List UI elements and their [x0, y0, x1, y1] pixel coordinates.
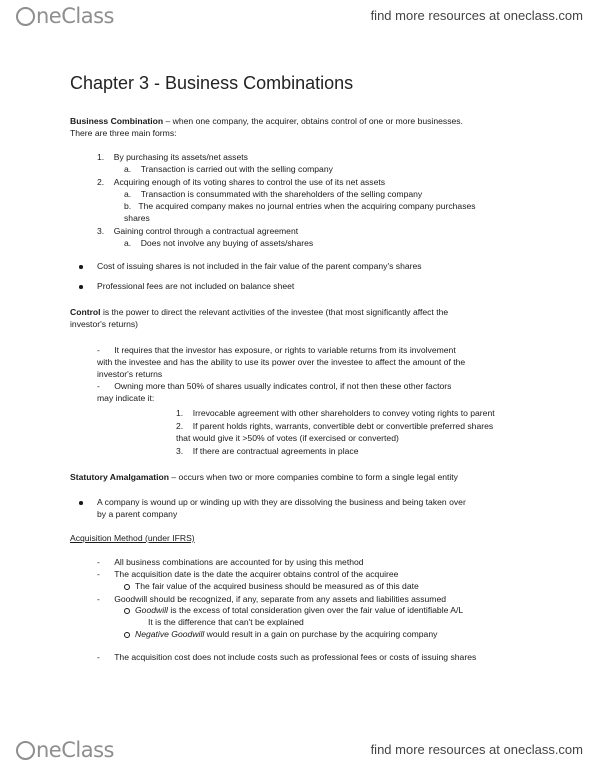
oneclass-logo[interactable]: neClass	[16, 4, 114, 28]
list-item: It is the difference that can't be explained	[148, 617, 304, 627]
list-item: 2. Acquiring enough of its voting shares to control the use of its net assets	[97, 177, 386, 187]
circle-bullet-icon	[124, 584, 130, 590]
list-item: - The acquisition cost does not include costs such as professional fees or costs of issuing shares	[97, 652, 477, 662]
definition-line: There are three main forms:	[70, 128, 177, 138]
list-item: Professional fees are not included on balance sheet	[97, 281, 295, 291]
list-item: - Goodwill should be recognized, if any, separate from any assets and liabilities assumed	[97, 594, 447, 604]
page-header	[0, 4, 595, 28]
list-item: - Owning more than 50% of shares usually indicates control, if not then these other factors	[97, 381, 452, 391]
list-item: a. Transaction is consummated with the shareholders of the selling company	[124, 189, 423, 199]
definition-business-combination: Business Combination – when one company, the acquirer, obtains control of one or more businesses.	[70, 116, 463, 126]
definition-line: investor's returns)	[70, 319, 139, 329]
definition-control: Control is the power to direct the relevant activities of the investee (that most significantly affect the	[70, 307, 449, 317]
list-item: by a parent company	[97, 509, 178, 519]
footer-tagline[interactable]: find more resources at oneclass.com	[370, 742, 583, 757]
page-footer	[0, 738, 595, 762]
list-item: may indicate it:	[97, 393, 155, 403]
circle-bullet-icon	[124, 608, 130, 614]
list-item: Goodwill is the excess of total consideration given over the fair value of identifiable A/L	[135, 605, 464, 615]
header-tagline[interactable]: find more resources at oneclass.com	[370, 8, 583, 23]
list-item: 3. Gaining control through a contractual agreement	[97, 226, 299, 236]
list-item: 3. If there are contractual agreements in place	[176, 446, 359, 456]
list-item: a. Does not involve any buying of assets/shares	[124, 238, 314, 248]
page-title: Chapter 3 - Business Combinations	[70, 73, 354, 93]
list-item: 1. Irrevocable agreement with other shareholders to convey voting rights to parent	[176, 408, 495, 418]
list-item: - It requires that the investor has exposure, or rights to variable returns from its involvement	[97, 345, 456, 355]
list-item: shares	[124, 213, 150, 223]
list-item: The fair value of the acquired business should be measured as of this date	[135, 581, 419, 591]
list-item: 2. If parent holds rights, warrants, convertible debt or convertible preferred shares	[176, 421, 494, 431]
bullet-icon	[79, 501, 83, 505]
list-item: b. The acquired company makes no journal entries when the acquiring company purchases	[124, 201, 476, 211]
section-heading: Acquisition Method (under IFRS)	[70, 533, 195, 543]
list-item: - All business combinations are accounted for by using this method	[97, 557, 364, 567]
circle-bullet-icon	[124, 632, 130, 638]
bullet-icon	[79, 285, 83, 289]
bullet-icon	[79, 265, 83, 269]
logo-o-icon	[16, 741, 35, 760]
list-item: - The acquisition date is the date the acquirer obtains control of the acquiree	[97, 569, 399, 579]
definition-statutory-amalgamation: Statutory Amalgamation – occurs when two or more companies combine to form a single legal entity	[70, 472, 458, 482]
oneclass-logo[interactable]: neClass	[16, 738, 114, 762]
list-item: Cost of issuing shares is not included in the fair value of the parent company's shares	[97, 261, 422, 271]
logo-o-icon	[16, 7, 35, 26]
list-item: with the investee and has the ability to use its power over the investee to affect the amount of the	[97, 357, 466, 367]
list-item: 1. By purchasing its assets/net assets	[97, 152, 248, 162]
list-item: a. Transaction is carried out with the selling company	[124, 164, 333, 174]
list-item: A company is wound up or winding up with they are dissolving the business and being taken over	[97, 497, 466, 507]
list-item: that would give it >50% of votes (if exercised or converted)	[176, 433, 399, 443]
list-item: investor's returns	[97, 369, 163, 379]
list-item: Negative Goodwill would result in a gain on purchase by the acquiring company	[135, 629, 438, 639]
